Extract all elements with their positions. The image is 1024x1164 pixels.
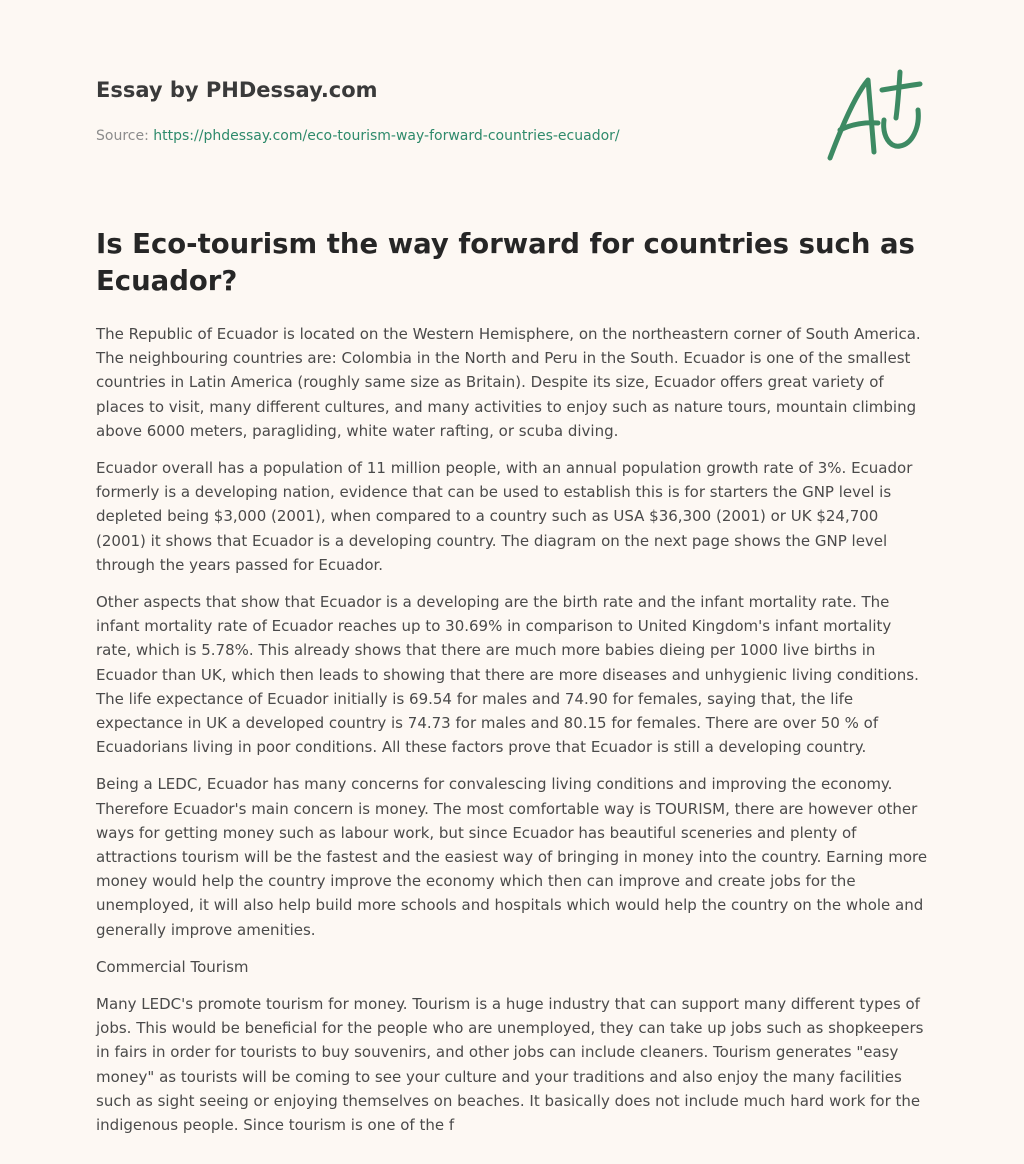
a-plus-logo — [820, 66, 930, 166]
section-heading: Commercial Tourism — [96, 957, 249, 976]
site-brand: Essay by PHDessay.com — [96, 78, 378, 102]
article-body — [96, 322, 931, 1150]
paragraph: Ecuador overall has a population of 11 million people, with an annual population growth rate of 3%. Ecuador formerly is a developing nation, evidence that can be used to establish this is for starters the GNP level is depleted being $3,000 (2001), when compared to a country such as USA $36,300 (2001) or UK $24,700 (2001) it shows that Ecuador is a developing country. The diagram on the next page shows the GNP level through the years passed for Ecuador. — [96, 459, 913, 574]
source-link[interactable]: https://phdessay.com/eco-tourism-way-forward-countries-ecuador/ — [153, 128, 620, 144]
paragraph: Many LEDC's promote tourism for money. Tourism is a huge industry that can support many different types of jobs. This would be beneficial for the people who are unemployed, they can take up jobs such as shopkeepers in fairs in order for tourists to buy souvenirs, and other jobs can include cleaners. Tourism generates "easy money" as tourists will be coming to see your culture and your traditions and also enjoy the many facilities such as sight seeing or enjoying themselves on beaches. It basically does not include much hard work for the indigenous people. Since tourism is one of the f — [96, 995, 924, 1135]
paragraph: Other aspects that show that Ecuador is a developing are the birth rate and the infant mortality rate. The infant mortality rate of Ecuador reaches up to 30.69% in comparison to United Kingdom's infant mortality rate, which is 5.78%. This already shows that there are much more babies dieing per 1000 live births in Ecuador than UK, which then leads to showing that there are more diseases and unhygienic living conditions. The life expectance of Ecuador initially is 69.54 for males and 74.90 for females, saying that, the life expectance in UK a developed country is 74.73 for males and 80.15 for females. There are over 50 % of Ecuadorians living in poor conditions. All these factors prove that Ecuador is still a developing country. — [96, 593, 919, 757]
article-title: Is Eco-tourism the way forward for countries such as Ecuador? — [96, 228, 915, 297]
paragraph: Being a LEDC, Ecuador has many concerns for convalescing living conditions and improving the economy. Therefore Ecuador's main concern is money. The most comfortable way is TOURISM, there are however other ways for getting money such as labour work, but since Ecuador has beautiful sceneries and plenty of attractions tourism will be the fastest and the easiest way of bringing in money into the country. Earning more money would help the country improve the economy which then can improve and create jobs for the unemployed, it will also help build more schools and hospitals which would help the country on the whole and generally improve amenities. — [96, 775, 928, 939]
page-header — [96, 76, 796, 146]
source-line — [96, 126, 796, 146]
paragraph: The Republic of Ecuador is located on the Western Hemisphere, on the northeastern corner of South America. The neighbouring countries are: Colombia in the North and Peru in the South. Ecuador is one of the smallest countries in Latin America (roughly same size as Britain). Despite its size, Ecuador offers great variety of places to visit, many different cultures, and many activities to enjoy such as nature tours, mountain climbing above 6000 meters, paragliding, white water rafting, or scuba diving. — [96, 325, 921, 440]
source-label: Source: — [96, 128, 154, 144]
